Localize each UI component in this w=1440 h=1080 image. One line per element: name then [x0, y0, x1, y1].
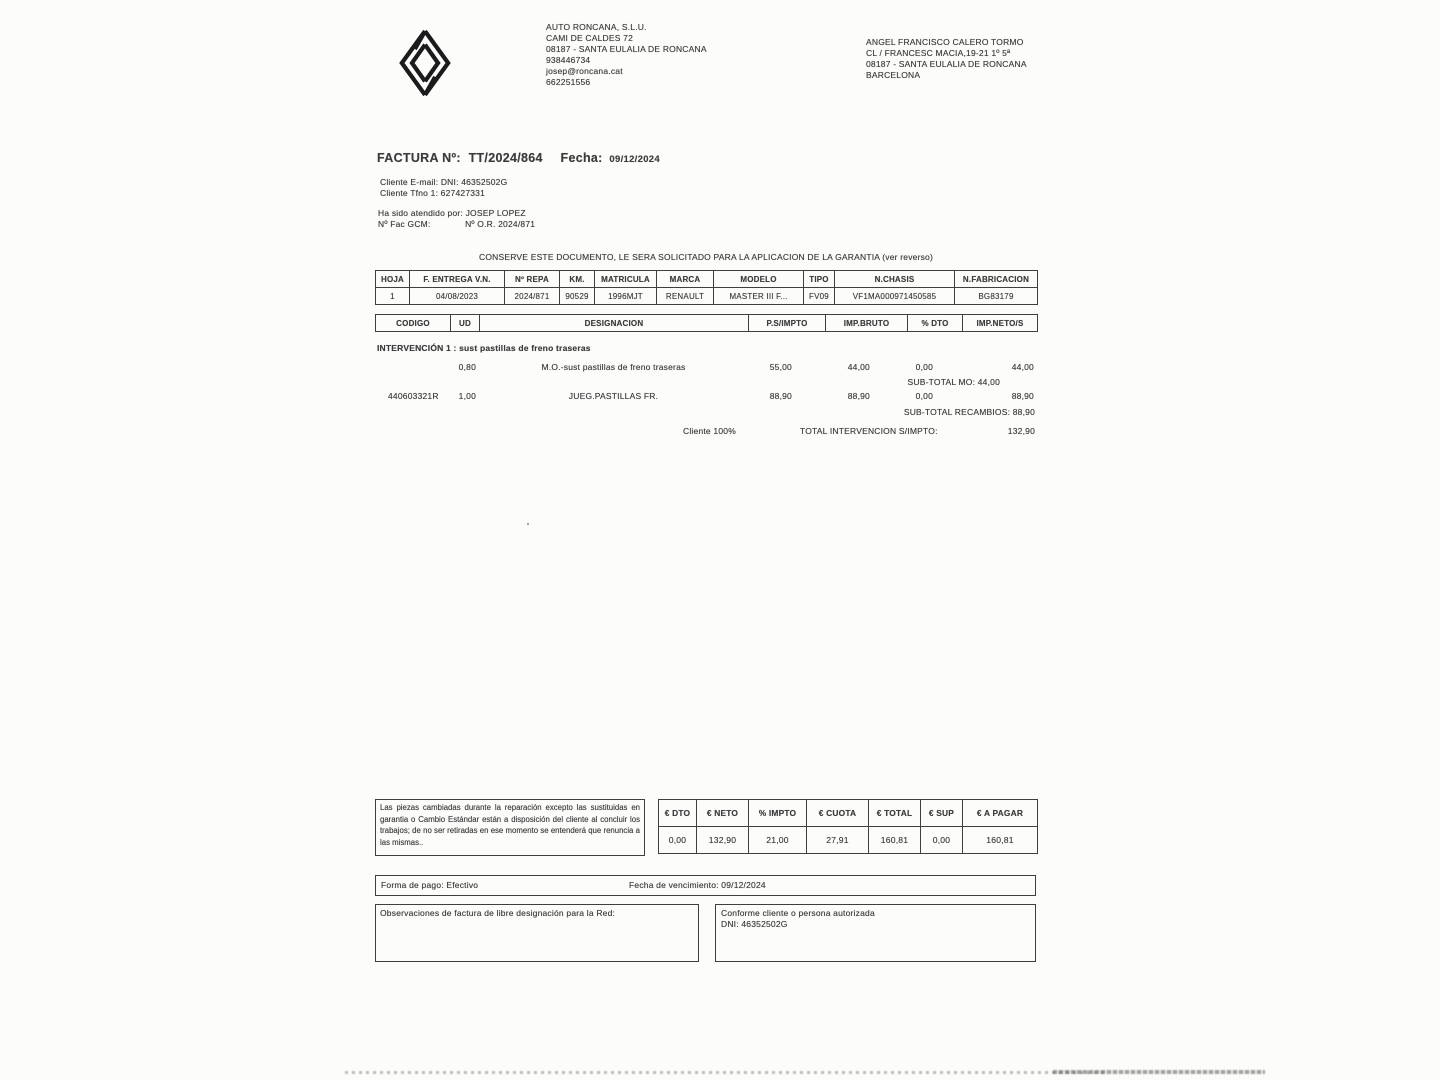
items-header-designacion: DESIGNACION	[480, 315, 749, 332]
totals-header-cuota: € CUOTA	[807, 800, 869, 827]
item2-neto: 88,90	[1011, 391, 1034, 401]
item2-bruto: 88,90	[847, 391, 870, 401]
payment-due-date: Fecha de vencimiento: 09/12/2024	[629, 880, 766, 890]
or-number: Nº O.R. 2024/871	[465, 219, 536, 229]
vehicle-fabricacion: BG83179	[955, 288, 1038, 305]
totals-cuota: 27,91	[807, 827, 869, 854]
item2-designation: JUEG.PASTILLAS FR.	[568, 391, 659, 401]
item2-dto: 0,00	[915, 391, 933, 401]
vehicle-header-matricula: MATRICULA	[595, 271, 657, 288]
item1-dto: 0,00	[915, 362, 933, 372]
client-email-line: Cliente E-mail: DNI: 46352502G	[380, 177, 508, 187]
vehicle-modelo: MASTER III F...	[714, 288, 804, 305]
totals-header-apagar: € A PAGAR	[963, 800, 1038, 827]
totals-header-dto: € DTO	[659, 800, 697, 827]
totals-sup: 0,00	[921, 827, 963, 854]
vehicle-chasis: VF1MA000971450585	[835, 288, 955, 305]
item1-bruto: 44,00	[847, 362, 870, 372]
totals-header-sup: € SUP	[921, 800, 963, 827]
items-header-psimpto: P.S/IMPTO	[749, 315, 826, 332]
item2-code: 440603321R	[388, 391, 439, 401]
dealer-email: josep@roncana.cat	[546, 66, 623, 76]
payment-bar	[375, 875, 1036, 896]
legal-text: Las piezas cambiadas durante la reparación excepto las sustituidas en garantia o Cambio Estándar están a disposición del cliente al concluir los trabajos; de no ser retiradas en ese momento se entenderá que renuncia a las mismas..	[380, 803, 640, 847]
vehicle-header-km: KM.	[560, 271, 595, 288]
item1-neto: 44,00	[1011, 362, 1034, 372]
item2-ps: 88,90	[769, 391, 792, 401]
vehicle-matricula: 1996MJT	[595, 288, 657, 305]
item1-ud: 0,80	[458, 362, 476, 372]
attended-line: Ha sido atendido por: JOSEP LOPEZ	[378, 208, 526, 218]
vehicle-km: 90529	[560, 288, 595, 305]
total-cliente-pct: Cliente 100%	[683, 426, 736, 436]
subtotal-mo: SUB-TOTAL MO: 44,00	[907, 377, 1000, 387]
invoice-date: 09/12/2024	[609, 154, 660, 165]
vehicle-table-header-row	[376, 271, 1038, 288]
dealer-name: AUTO RONCANA, S.L.U.	[546, 22, 647, 32]
items-header-impbruto: IMP.BRUTO	[826, 315, 908, 332]
invoice-number: TT/2024/864	[468, 151, 543, 165]
vehicle-hoja: 1	[376, 288, 410, 305]
client-phone-line: Cliente Tfno 1: 627427331	[380, 188, 486, 198]
renault-logo-icon	[398, 26, 452, 100]
customer-address1: CL / FRANCESC MACIA,19-21 1º 5ª	[866, 48, 1011, 58]
scan-artifact-dot	[527, 523, 529, 525]
totals-table	[658, 799, 1038, 854]
fac-gcm-line	[378, 219, 535, 230]
totals-neto: 132,90	[697, 827, 749, 854]
vehicle-header-fabricacion: N.FABRICACION	[955, 271, 1038, 288]
item1-ps: 55,00	[769, 362, 792, 372]
dealer-phone2: 662251556	[546, 77, 591, 87]
total-intervention-value: 132,90	[1007, 426, 1035, 436]
conforme-line2: DNI: 46352502G	[721, 919, 788, 929]
conforme-line1: Conforme cliente o persona autorizada	[721, 908, 875, 918]
items-header-ud: UD	[451, 315, 480, 332]
vehicle-entrega: 04/08/2023	[410, 288, 505, 305]
dealer-phone1: 938446734	[546, 55, 591, 65]
totals-total: 160,81	[869, 827, 921, 854]
vehicle-tipo: FV09	[804, 288, 835, 305]
warranty-notice: CONSERVE ESTE DOCUMENTO, LE SERA SOLICITADO PARA LA APLICACION DE LA GARANTIA (ver reverso)	[478, 252, 934, 262]
conforme-box	[715, 904, 1036, 962]
customer-city: BARCELONA	[866, 70, 921, 80]
items-header-impnetos: IMP.NETO/S	[963, 315, 1038, 332]
totals-header-impto: % IMPTO	[749, 800, 807, 827]
intervention-title: INTERVENCIÓN 1 : sust pastillas de freno traseras	[377, 343, 591, 353]
subtotal-recambios: SUB-TOTAL RECAMBIOS: 88,90	[903, 407, 1035, 417]
customer-address2: 08187 - SANTA EULALIA DE RONCANA	[866, 59, 1027, 69]
legal-box	[375, 799, 645, 856]
vehicle-header-entrega: F. ENTREGA V.N.	[410, 271, 505, 288]
renault-diamond-icon	[398, 26, 452, 100]
item2-ud: 1,00	[458, 391, 476, 401]
item1-designation: M.O.-sust pastillas de freno traseras	[541, 362, 686, 372]
vehicle-repa: 2024/871	[505, 288, 560, 305]
invoice-title-label: FACTURA Nº:	[377, 151, 461, 165]
fac-gcm-label: Nº Fac GCM:	[378, 219, 431, 229]
totals-values-row	[659, 827, 1038, 854]
items-header-table	[375, 314, 1038, 332]
items-header-codigo: CODIGO	[376, 315, 451, 332]
dealer-address1: CAMI DE CALDES 72	[546, 33, 634, 43]
totals-header-neto: € NETO	[697, 800, 749, 827]
items-header-row	[376, 315, 1038, 332]
observations-box	[375, 904, 699, 962]
invoice-date-label: Fecha:	[560, 151, 603, 165]
total-intervention-label: TOTAL INTERVENCION S/IMPTO:	[800, 426, 938, 436]
dealer-address2: 08187 - SANTA EULALIA DE RONCANA	[546, 44, 707, 54]
vehicle-table-data-row	[376, 288, 1038, 305]
vehicle-header-modelo: MODELO	[714, 271, 804, 288]
vehicle-header-tipo: TIPO	[804, 271, 835, 288]
totals-dto: 0,00	[659, 827, 697, 854]
vehicle-marca: RENAULT	[657, 288, 714, 305]
vehicle-header-marca: MARCA	[657, 271, 714, 288]
footer-scan-smudge-dark	[1053, 1070, 1265, 1074]
observations-label: Observaciones de factura de libre designación para la Red:	[380, 908, 616, 918]
invoice-title	[377, 151, 660, 165]
vehicle-table	[375, 270, 1038, 305]
payment-method: Forma de pago: Efectivo	[381, 880, 479, 890]
totals-apagar: 160,81	[963, 827, 1038, 854]
footer-scan-smudge	[345, 1071, 1105, 1074]
vehicle-header-hoja: HOJA	[376, 271, 410, 288]
vehicle-header-chasis: N.CHASIS	[835, 271, 955, 288]
totals-impto: 21,00	[749, 827, 807, 854]
vehicle-header-repa: Nº REPA	[505, 271, 560, 288]
items-header-dto: % DTO	[908, 315, 963, 332]
totals-header-row	[659, 800, 1038, 827]
customer-name: ANGEL FRANCISCO CALERO TORMO	[866, 37, 1024, 47]
totals-header-total: € TOTAL	[869, 800, 921, 827]
